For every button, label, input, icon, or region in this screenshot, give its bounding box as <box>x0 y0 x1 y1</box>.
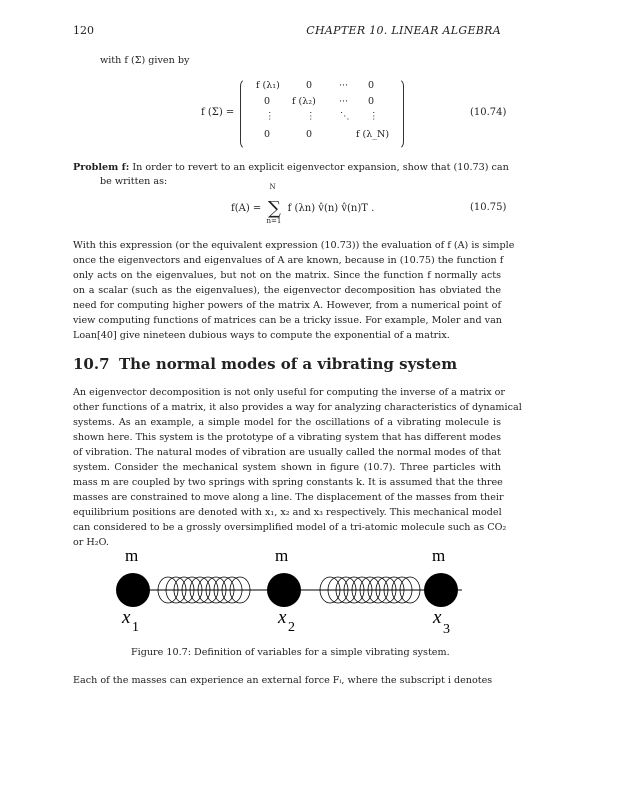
text-line: masses are constrained to move along a line. The displacement of the masses from their <box>73 492 504 503</box>
matrix-cell: ⋱ <box>340 111 350 122</box>
text-line: need for computing higher powers of the matrix A. However, from a numerical point of <box>73 300 501 311</box>
mass-1 <box>116 573 150 607</box>
sum-eq-body: f (λn) v̂(n) v̂(n)T . <box>287 203 375 214</box>
text-line: system. Consider the mechanical system shown in figure (10.7). Three particles with <box>73 462 501 473</box>
matrix-cell: 0 <box>368 96 375 107</box>
text-line: Loan[40] give nineteen dubious ways to compute the exponential of a matrix. <box>73 330 450 341</box>
chapter-header: CHAPTER 10. LINEAR ALGEBRA <box>306 24 501 37</box>
text-line: With this expression (or the equivalent expression (10.73)) the evaluation of f (A) is simple <box>73 240 515 251</box>
section-number: 10.7 <box>73 355 110 373</box>
x-label-2: x <box>278 607 287 628</box>
vibrating-system-figure <box>100 540 480 640</box>
equation-number-75: (10.75) <box>470 202 507 213</box>
text-line: view computing functions of matrices can be a tricky issue. For example, Moler and van <box>73 315 502 326</box>
text-line: of vibration. The natural modes of vibration are usually called the normal modes of that <box>73 447 501 458</box>
problem-text: In order to revert to an explicit eigenvector expansion, show that (10.73) can <box>129 162 509 173</box>
matrix-cell: 0 <box>264 96 271 107</box>
figure-caption: Figure 10.7: Definition of variables for a simple vibrating system. <box>131 647 450 658</box>
matrix-cell: 0 <box>306 80 313 91</box>
sum-upper-limit: N <box>269 183 276 191</box>
mass-2 <box>267 573 301 607</box>
x-label-1: x <box>122 607 131 628</box>
matrix-cell: f (λ₁) <box>256 80 280 91</box>
matrix-cell: ⋮ <box>369 111 379 122</box>
problem-label: Problem f: <box>73 162 130 173</box>
text-line: mass m are coupled by two springs with spring constants k. It is assumed that the three <box>73 477 503 488</box>
text-line: once the eigenvectors and eigenvalues of A are known, because in (10.75) the function f <box>73 255 504 266</box>
sum-equation <box>231 183 375 225</box>
intro-line: with f (Σ) given by <box>100 55 190 66</box>
matrix-cell: f (λ₂) <box>292 96 316 107</box>
x-sub-1: 1 <box>132 620 139 635</box>
paragraph-2 <box>73 385 522 550</box>
matrix-cell: ··· <box>339 80 349 91</box>
section-heading <box>73 355 457 373</box>
matrix-cell: ⋮ <box>306 111 316 122</box>
sum-lower-limit: n=1 <box>266 217 282 225</box>
matrix-left-paren <box>240 78 249 150</box>
matrix-block <box>244 78 400 146</box>
mass-3 <box>424 573 458 607</box>
x-label-3: x <box>433 607 442 628</box>
page-number: 120 <box>73 24 94 37</box>
paragraph-1 <box>73 238 515 343</box>
tail-line: Each of the masses can experience an external force Fᵢ, where the subscript i denotes <box>73 675 493 686</box>
matrix-cell: ⋮ <box>265 111 275 122</box>
text-line: equilibrium positions are denoted with x₁, x₂ and x₃ respectively. This mechanical model <box>73 507 502 518</box>
text-line: or H₂O. <box>73 537 109 548</box>
x-sub-2: 2 <box>288 620 295 635</box>
problem-text-2: be written as: <box>100 176 168 187</box>
text-line: systems. As an example, a simple model for the oscillations of a vibrating molecule is <box>73 417 501 428</box>
matrix-cell: f (λ_N) <box>356 129 390 140</box>
equation-number-74: (10.74) <box>470 107 507 118</box>
section-title: The normal modes of a vibrating system <box>119 355 458 373</box>
mass-label-3: m <box>432 546 446 565</box>
matrix-right-paren <box>395 78 404 150</box>
text-line: shown here. This system is the prototype of a vibrating system that has different modes <box>73 432 501 443</box>
x-sub-3: 3 <box>443 622 450 637</box>
mass-label-2: m <box>275 546 289 565</box>
text-line: on a scalar (such as the eigenvalues), the eigenvector decomposition has obviated the <box>73 285 501 296</box>
matrix-cell: ··· <box>339 96 349 107</box>
text-line: can considered to be a grossly oversimplified model of a tri-atomic molecule such as CO₂ <box>73 522 507 533</box>
matrix-eq-lhs: f (Σ) = <box>201 107 235 118</box>
matrix-cell: 0 <box>306 129 313 140</box>
text-line: An eigenvector decomposition is not only useful for computing the inverse of a matrix or <box>73 387 506 398</box>
matrix-cell: 0 <box>368 80 375 91</box>
matrix-cell: 0 <box>264 129 271 140</box>
sigma-symbol: ∑ <box>268 198 281 219</box>
problem-f <box>73 161 509 189</box>
sum-eq-lhs: f(A) = <box>231 203 262 214</box>
text-line: only acts on the eigenvalues, but not on the matrix. Since the function f normally acts <box>73 270 501 281</box>
text-line: other functions of a matrix, it also provides a way for analyzing characteristics of dynamical <box>73 402 522 413</box>
mass-label-1: m <box>125 546 139 565</box>
